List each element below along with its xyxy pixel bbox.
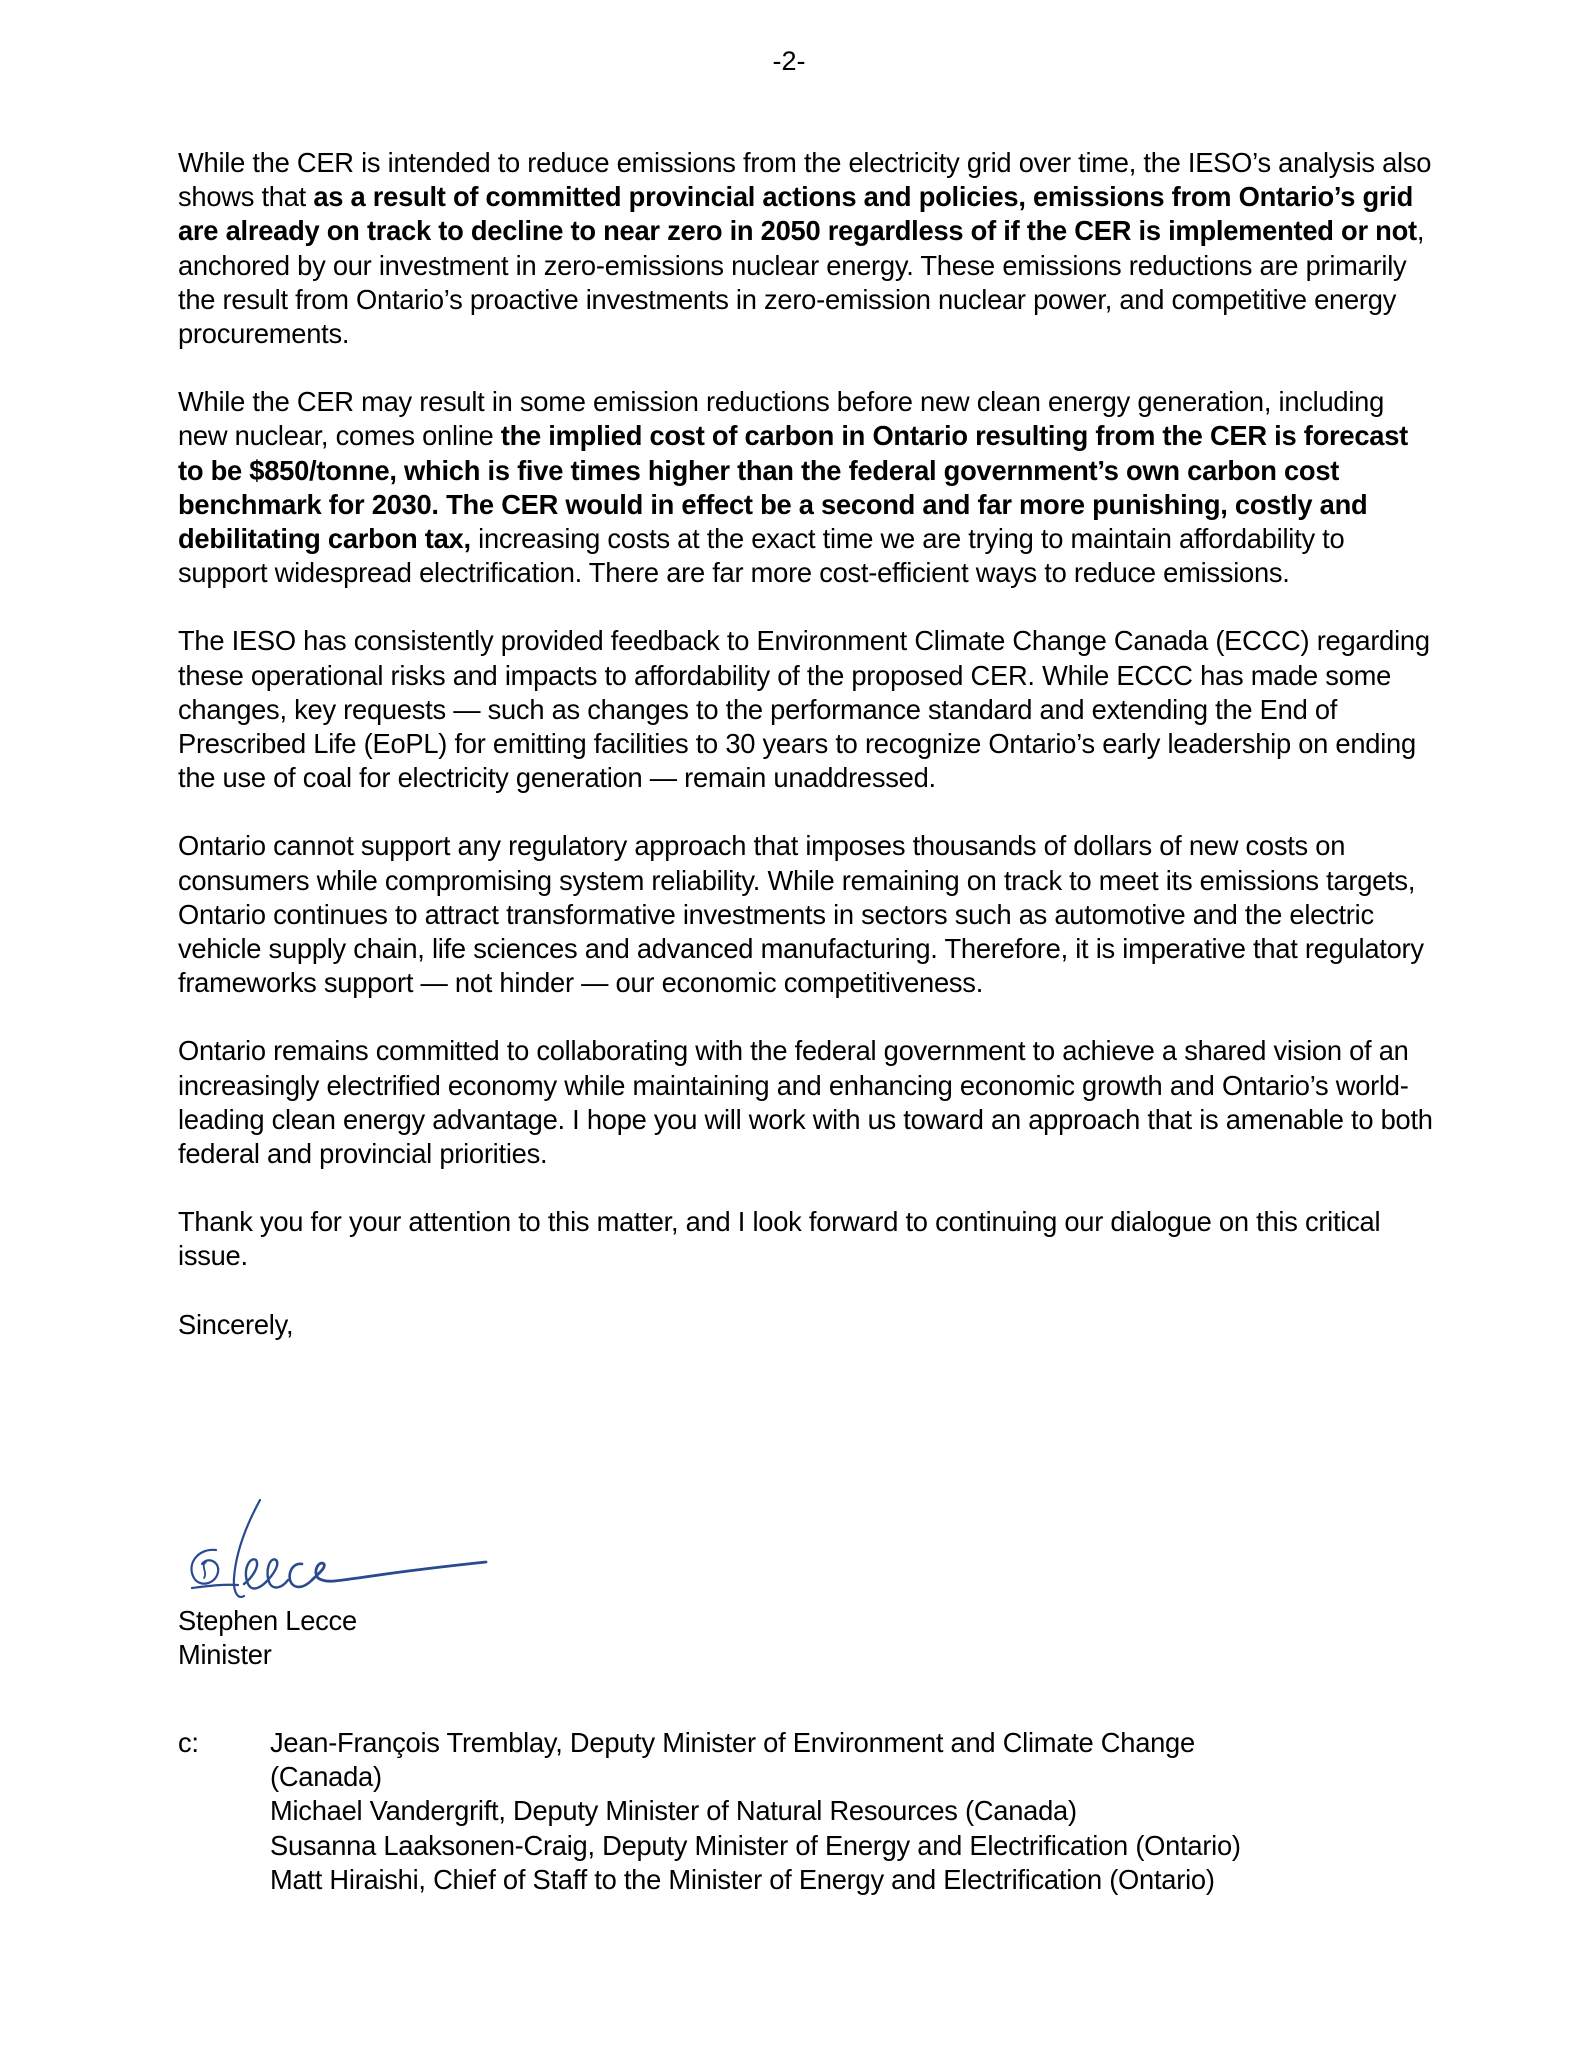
paragraph-text: Thank you for your attention to this matter, and I look forward to continuing our dialogue on this critical issue. — [178, 1206, 1381, 1272]
signature-icon — [178, 1492, 498, 1602]
cc-list — [270, 1726, 1470, 1897]
signature — [178, 1492, 578, 1602]
page-number: -2- — [772, 46, 806, 76]
cc-label: c: — [178, 1727, 199, 1758]
paragraph-text: The IESO has consistently provided feedback to Environment Climate Change Canada (ECCC) regarding these operational risks and impacts to affordability of the proposed CER. While ECCC has made some changes, key requests — such as changes to the performance standard and extending the End of Prescribed Life (EoPL) for emitting facilities to 30 years to recognize Ontario’s early leadership on ending the use of coal for electricity generation — remain unaddressed. — [178, 625, 1430, 794]
paragraph-cer-emissions — [178, 146, 1438, 351]
paragraph-ieso-feedback — [178, 624, 1438, 795]
closing-salutation: Sincerely, — [178, 1308, 294, 1340]
letter-body — [178, 146, 1438, 1342]
cc-recipient: Matt Hiraishi, Chief of Staff to the Minister of Energy and Electrification (Ontario) — [270, 1863, 1215, 1895]
cc-recipient: Michael Vandergrift, Deputy Minister of Natural Resources (Canada) — [270, 1795, 1077, 1827]
paragraph-text: , anchored by our investment in zero-emissions nuclear energy. These emissions reductions are primarily the result from Ontario’s proactive investments in zero-emission nuclear power, and competitive energy procurements. — [178, 215, 1425, 350]
paragraph-emphasis: as a result of committed provincial actions and policies, emissions from Ontario’s grid are already on track to decline to near zero in 2050 regardless of if the CER is implemented or not — [178, 181, 1417, 247]
paragraph-thanks — [178, 1205, 1438, 1273]
signer-title: Minister — [178, 1639, 272, 1671]
paragraph-text: Ontario remains committed to collaborating with the federal government to achieve a shared vision of an increasingly electrified economy while maintaining and enhancing economic growth and Ontario’s world-leading clean energy advantage. I hope you will work with us toward an approach that is amenable to both federal and provincial priorities. — [178, 1035, 1433, 1170]
paragraph-text: increasing costs at the exact time we are trying to maintain affordability to support widespread electrification. There are far more cost-efficient ways to reduce emissions. — [178, 523, 1345, 589]
paragraph-emphasis: the implied cost of carbon in Ontario resulting from the CER is forecast to be $850/tonne, which is five times higher than the federal government’s own carbon cost benchmark for 2030. The CER would in effect be a second and far more punishing, costly and debilitating carbon tax, — [178, 420, 1408, 555]
cc-recipient: Jean-François Tremblay, Deputy Minister of Environment and Climate Change (Canada) — [270, 1727, 1195, 1793]
paragraph-ontario-position — [178, 829, 1438, 1000]
paragraph-text: While the CER may result in some emission reductions before new clean energy generation, including new nuclear, comes online — [178, 386, 1385, 452]
paragraph-carbon-cost — [178, 385, 1438, 590]
paragraph-text: While the CER is intended to reduce emissions from the electricity grid over time, the IESO’s analysis also shows that — [178, 147, 1432, 213]
signer-name: Stephen Lecce — [178, 1605, 357, 1636]
cc-recipient: Susanna Laaksonen-Craig, Deputy Minister of Energy and Electrification (Ontario) — [270, 1829, 1241, 1861]
paragraph-collaboration — [178, 1034, 1438, 1171]
signer-block — [178, 1604, 357, 1672]
paragraph-text: Ontario cannot support any regulatory approach that imposes thousands of dollars of new costs on consumers while compromising system reliability. While remaining on track to meet its emissions targets, Ontario continues to attract transformative investments in sectors such as automotive and the electric vehicle supply chain, life sciences and advanced manufacturing. Therefore, it is imperative that regulatory frameworks support — not hinder — our economic competitiveness. — [178, 830, 1424, 999]
